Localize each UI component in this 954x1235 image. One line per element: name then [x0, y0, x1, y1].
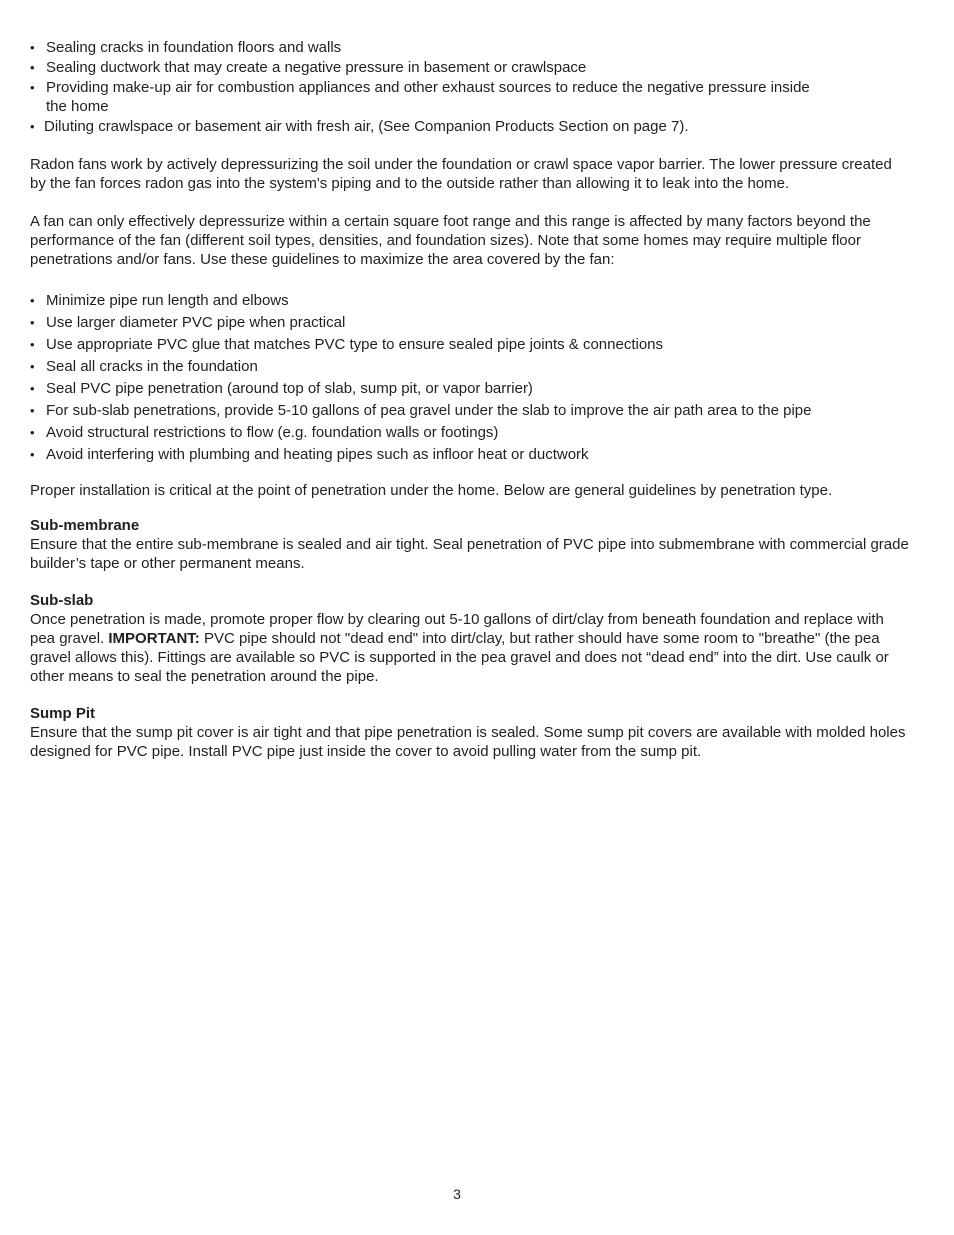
paragraph-fan-range: A fan can only effectively depressurize within a certain square foot range and this range is affected by many factors beyond the performance of the fan (different soil types, densities, and foundation sizes). Note that some homes may require multiple floor penetrations and/or fans. Use these guidelines to maximize the area covered by the fan: [30, 213, 871, 268]
section-heading: Sump Pit [30, 705, 96, 722]
list-item: • Providing make-up air for combustion appliances and other exhaust sources to reduce the negative pressure inside the home [30, 78, 826, 116]
section-body: Ensure that the sump pit cover is air tight and that pipe penetration is sealed. Some sump pit covers are available with molded holes designed for PVC pipe. Install PVC pipe just inside the cover to avoid pulling water from the sump pit. [30, 724, 906, 760]
paragraph-radon-fans: Radon fans work by actively depressurizing the soil under the foundation or crawl space vapor barrier. The lower pressure created by the fan forces radon gas into the system's piping and to the outside rather than allowing it to leak into the home. [30, 156, 892, 192]
list-item: • Avoid interfering with plumbing and heating pipes such as infloor heat or ductwork [30, 445, 910, 464]
important-label: IMPORTANT: [108, 630, 200, 647]
list-item: • Minimize pipe run length and elbows [30, 291, 910, 310]
methods-bullet-list [30, 38, 910, 136]
list-item: • Sealing ductwork that may create a negative pressure in basement or crawlspace [30, 58, 910, 77]
list-item: • Seal PVC pipe penetration (around top of slab, sump pit, or vapor barrier) [30, 379, 910, 398]
paragraph-proper-installation: Proper installation is critical at the point of penetration under the home. Below are general guidelines by penetration type. [30, 482, 833, 499]
section-heading: Sub-slab [30, 592, 94, 609]
section-sub-membrane [30, 516, 910, 573]
list-item: • Diluting crawlspace or basement air with fresh air, (See Companion Products Section on page 7). [30, 117, 910, 136]
list-item: • For sub-slab penetrations, provide 5-10 gallons of pea gravel under the slab to improve the air path area to the pipe [30, 401, 910, 420]
list-item: • Use appropriate PVC glue that matches PVC type to ensure sealed pipe joints & connections [30, 335, 910, 354]
body-text: Once penetration is made, promote proper flow by clearing out 5-10 gallons of dirt/clay from beneath foundation and replace with pea gravel. [30, 611, 884, 647]
body-text: PVC pipe should not "dead end" into dirt/clay, but rather should have some room to "breathe" (the pea gravel allows this). Fittings are available so PVC is supported in the pea gravel and does not “dead end” into the dirt. Use caulk or other means to seal the penetration around the pipe. [30, 630, 889, 685]
guidelines-bullet-list [30, 291, 910, 464]
list-item: • Use larger diameter PVC pipe when practical [30, 313, 910, 332]
section-heading: Sub-membrane [30, 517, 140, 534]
list-item: • Seal all cracks in the foundation [30, 357, 910, 376]
section-sump-pit [30, 704, 910, 761]
page-number: 3 [453, 1186, 461, 1202]
list-item: • Avoid structural restrictions to flow (e.g. foundation walls or footings) [30, 423, 910, 442]
document-page [30, 38, 910, 761]
section-body: Ensure that the entire sub-membrane is sealed and air tight. Seal penetration of PVC pipe into submembrane with commercial grade builder’s tape or other permanent means. [30, 536, 909, 572]
list-item: • Sealing cracks in foundation floors and walls [30, 38, 910, 57]
section-body [30, 610, 910, 686]
section-sub-slab [30, 591, 910, 686]
